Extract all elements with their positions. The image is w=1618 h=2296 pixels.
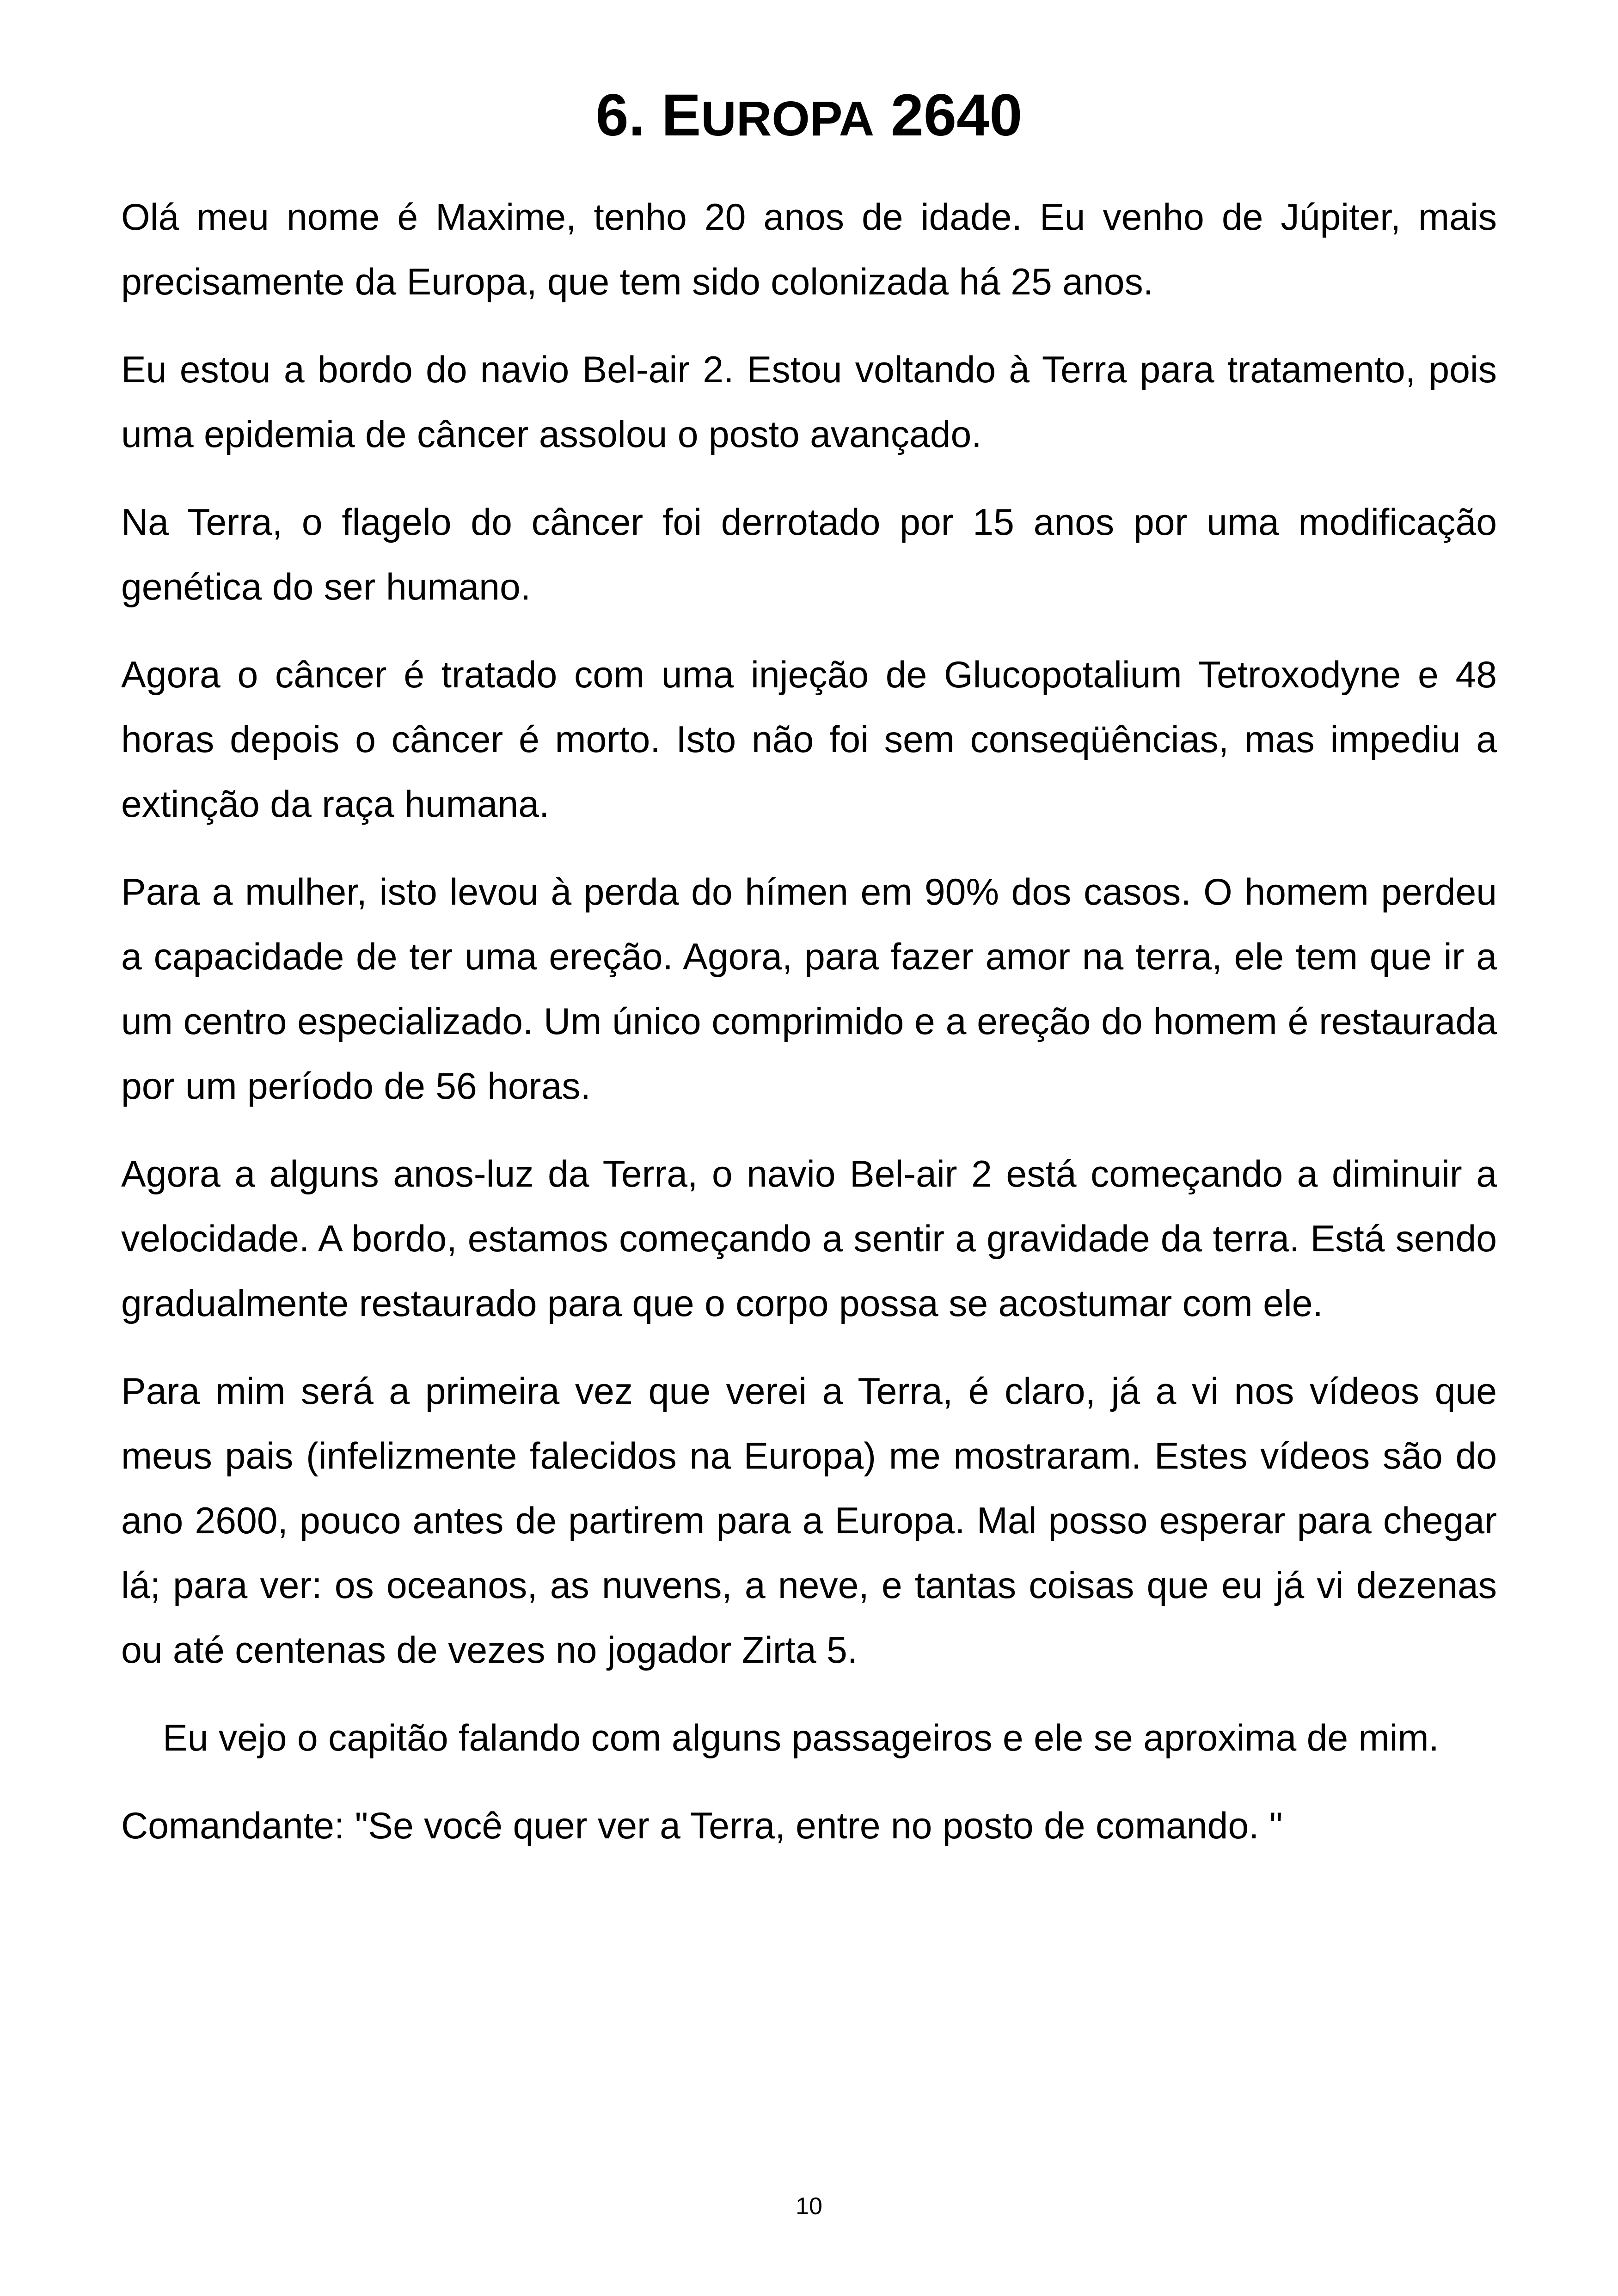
paragraph: Para mim será a primeira vez que verei a Terra, é claro, já a vi nos vídeos que meus pais (infelizmente falecidos na Europa) me mostraram. Estes vídeos são do ano 2600, pouco antes de partirem para a Europa. Mal posso esperar para chegar lá; para ver: os oceanos, as nuvens, a neve, e tantas coisas que eu já vi dezenas ou até centenas de vezes no jogador Zirta 5. <box>121 1371 1497 1671</box>
paragraph: Eu estou a bordo do navio Bel-air 2. Estou voltando à Terra para tratamento, pois uma epidemia de câncer assolou o posto avançado. <box>121 349 1497 455</box>
chapter-title-prefix: 6. E <box>595 82 701 148</box>
page-number: 10 <box>796 2193 822 2220</box>
chapter-title-suffix: 2640 <box>874 82 1023 148</box>
paragraph: Para a mulher, isto levou à perda do hímen em 90% dos casos. O homem perdeu a capacidade de ter uma ereção. Agora, para fazer amor na terra, ele tem que ir a um centro especializado. Um único comprimido e a ereção do homem é restaurada por um período de 56 horas. <box>121 871 1497 1107</box>
paragraph: Agora o câncer é tratado com uma injeção de Glucopotalium Tetroxodyne e 48 horas depois o câncer é morto. Isto não foi sem conseqüências, mas impediu a extinção da raça humana. <box>121 654 1497 825</box>
chapter-title-smallcaps: UROPA <box>701 92 875 146</box>
chapter-body <box>121 185 1497 1881</box>
paragraph-dialogue: Comandante: "Se você quer ver a Terra, entre no posto de comando. " <box>121 1805 1283 1847</box>
paragraph: Eu vejo o capitão falando com alguns passageiros e ele se aproxima de mim. <box>163 1717 1439 1759</box>
paragraph: Na Terra, o flagelo do câncer foi derrotado por 15 anos por uma modificação genética do ser humano. <box>121 502 1497 608</box>
paragraph: Olá meu nome é Maxime, tenho 20 anos de idade. Eu venho de Júpiter, mais precisamente da Europa, que tem sido colonizada há 25 anos. <box>121 196 1497 303</box>
chapter-title <box>0 81 1618 153</box>
paragraph: Agora a alguns anos-luz da Terra, o navio Bel-air 2 está começando a diminuir a velocidade. A bordo, estamos começando a sentir a gravidade da terra. Está sendo gradualmente restaurado para que o corpo possa se acostumar com ele. <box>121 1153 1497 1324</box>
